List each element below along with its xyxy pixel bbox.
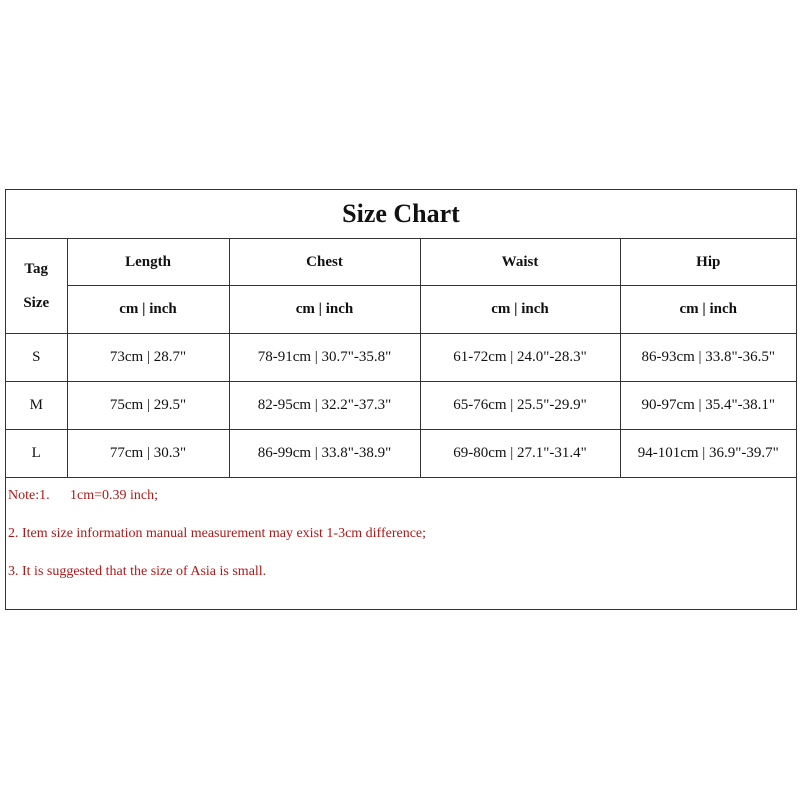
header-hip: Hip <box>620 239 796 286</box>
note-1 <box>8 488 158 504</box>
header-row <box>6 239 796 286</box>
tag-size-header <box>6 239 67 334</box>
note-1-text: 1cm=0.39 inch; <box>70 488 158 503</box>
size-chart <box>5 189 797 610</box>
note-1-prefix: Note:1. <box>8 488 50 503</box>
header-chest: Chest <box>229 239 420 286</box>
note-2: 2. Item size information manual measurement may exist 1-3cm difference; <box>8 526 427 541</box>
length-cell: 75cm | 29.5" <box>67 382 229 430</box>
unit-chest: cm | inch <box>229 286 420 334</box>
waist-cell: 61-72cm | 24.0"-28.3" <box>420 334 620 382</box>
hip-cell: 90-97cm | 35.4"-38.1" <box>620 382 796 430</box>
table-row <box>6 430 796 478</box>
unit-row <box>6 286 796 334</box>
size-table <box>6 239 796 478</box>
unit-hip: cm | inch <box>620 286 796 334</box>
chest-cell: 78-91cm | 30.7"-35.8" <box>229 334 420 382</box>
note-3: 3. It is suggested that the size of Asia is small. <box>8 564 267 579</box>
header-length: Length <box>67 239 229 286</box>
hip-cell: 86-93cm | 33.8"-36.5" <box>620 334 796 382</box>
size-label: Size <box>23 295 50 311</box>
size-cell: M <box>6 382 67 430</box>
chest-cell: 82-95cm | 32.2"-37.3" <box>229 382 420 430</box>
hip-cell: 94-101cm | 36.9"-39.7" <box>620 430 796 478</box>
header-waist: Waist <box>420 239 620 286</box>
chest-cell: 86-99cm | 33.8"-38.9" <box>229 430 420 478</box>
unit-length: cm | inch <box>67 286 229 334</box>
waist-cell: 65-76cm | 25.5"-29.9" <box>420 382 620 430</box>
size-cell: L <box>6 430 67 478</box>
table-row <box>6 334 796 382</box>
table-row <box>6 382 796 430</box>
length-cell: 77cm | 30.3" <box>67 430 229 478</box>
waist-cell: 69-80cm | 27.1"-31.4" <box>420 430 620 478</box>
length-cell: 73cm | 28.7" <box>67 334 229 382</box>
chart-title: Size Chart <box>6 190 796 239</box>
tag-label: Tag <box>24 261 49 277</box>
unit-waist: cm | inch <box>420 286 620 334</box>
size-cell: S <box>6 334 67 382</box>
